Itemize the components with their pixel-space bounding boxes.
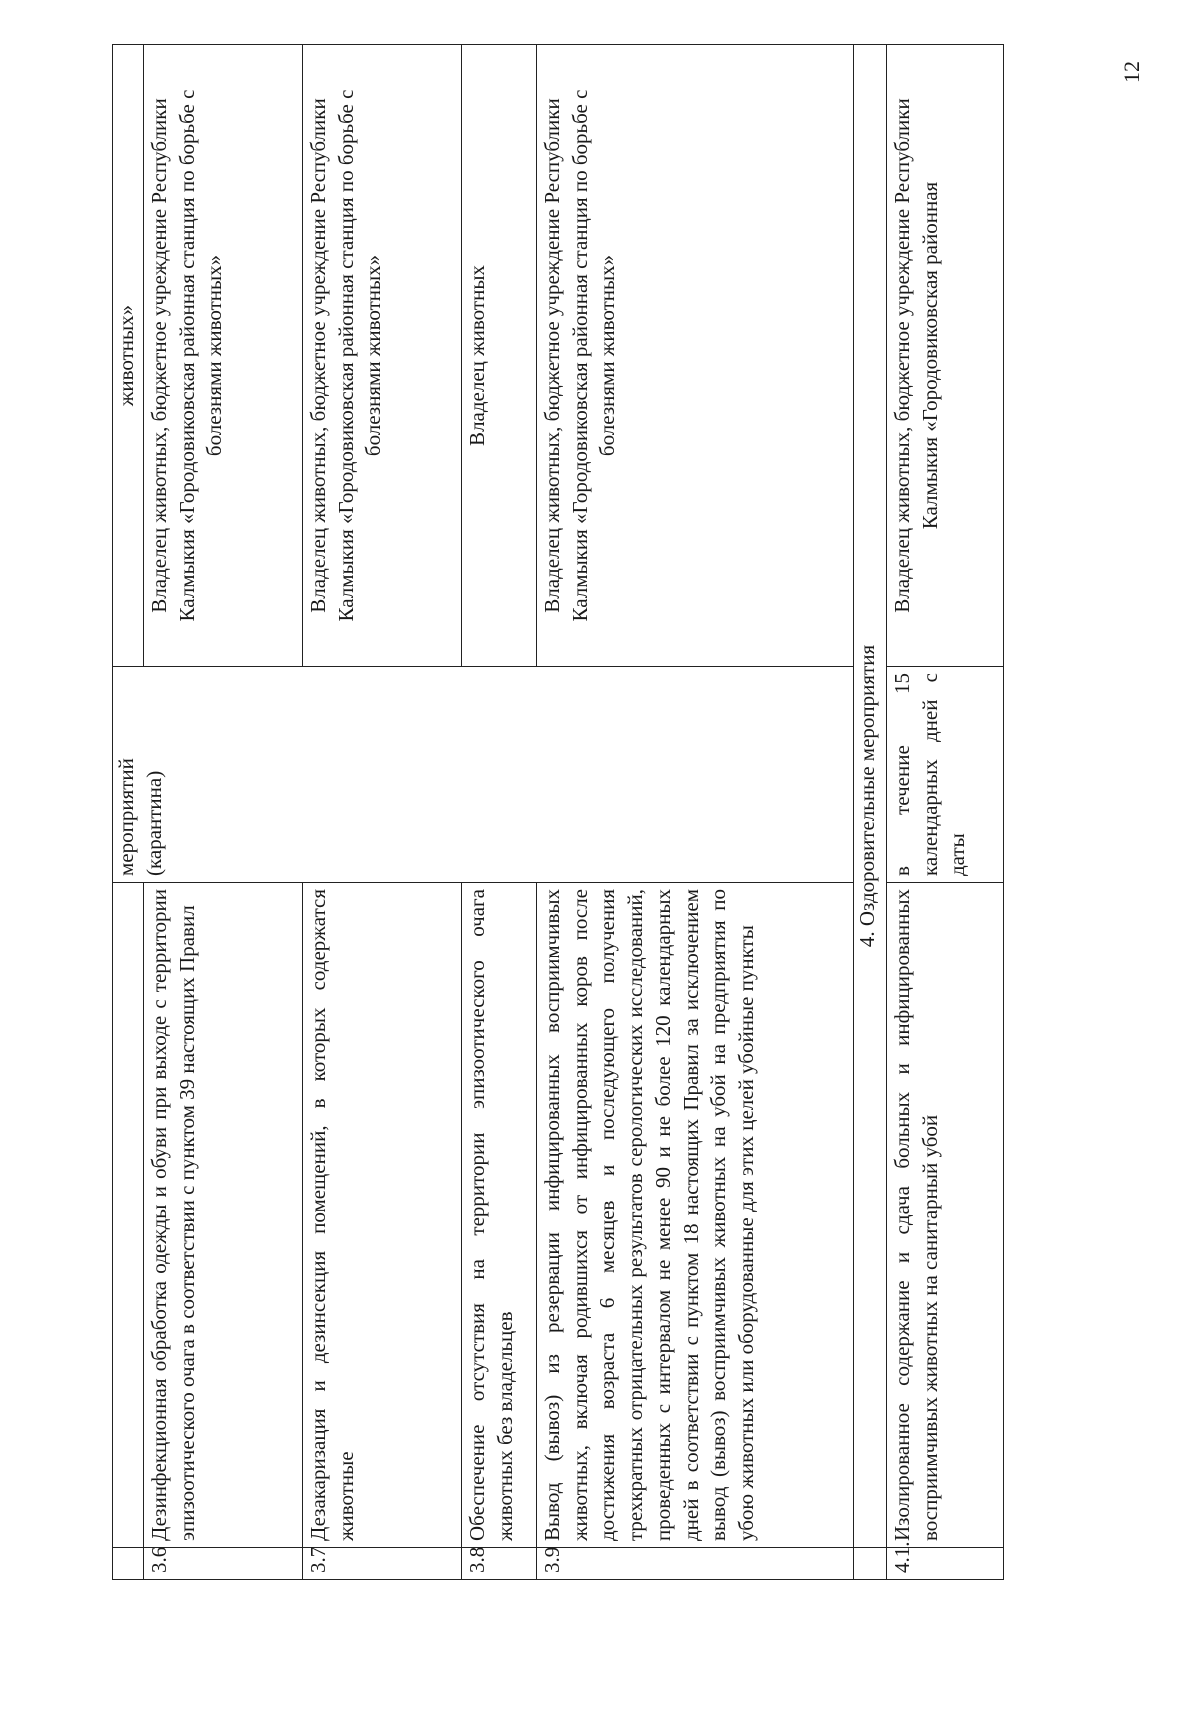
action-cell: Дезакаризация и дезинсекция помещений, в которых содержатся животные (303, 883, 462, 1548)
action-cell: Изолированное содержание и сдача больных и инфицированных восприимчивых животных на санитарный убой (887, 883, 1004, 1548)
row-number-cell: 3.7 (303, 1548, 462, 1580)
table-row (113, 45, 144, 1580)
responsible-cell: Владелец животных, бюджетное учреждение Республики Калмыкия «Городовиковская районная станция по борьбе с болезнями животных» (303, 45, 462, 667)
row-number-cell: 3.6 (144, 1548, 303, 1580)
table-row (887, 45, 1004, 1580)
row-number-cell: 4.1. (887, 1548, 1004, 1580)
responsible-cell: Владелец животных, бюджетное учреждение Республики Калмыкия «Городовиковская районная станция по борьбе с болезнями животных» (144, 45, 303, 667)
term-cell: мероприятий (карантина) (113, 667, 854, 883)
action-cell: Дезинфекционная обработка одежды и обуви при выходе с территории эпизоотического очага в соответствии с пунктом 39 настоящих Правил (144, 883, 303, 1548)
action-cell (113, 883, 144, 1548)
row-number-cell: 3.8 (462, 1548, 537, 1580)
term-cell: в течение 15 календарных дней с даты (887, 667, 1004, 883)
page-number: 12 (1119, 61, 1144, 83)
row-number-cell: 3.9 (537, 1548, 854, 1580)
responsible-cell: Владелец животных, бюджетное учреждение Республики Калмыкия «Городовиковская районная (887, 45, 1004, 667)
section-row (854, 45, 887, 1580)
action-cell: Обеспечение отсутствия на территории эпизоотического очага животных без владельцев (462, 883, 537, 1548)
action-cell: Вывод (вывоз) из резервации инфицированных восприимчивых животных, включая родившихся от инфицированных коров после достижения возраста 6 месяцев и последующего получения трехкратных отрицательных результатов серологических исследований, проведенных с интервалом не менее 90 и не более 120 календарных дней в соответствии с пунктом 18 настоящих Правил за исключением вывод (вывоз) восприимчивых животных на убой на предприятия по убою животных или оборудованные для этих целей убойные пункты (537, 883, 854, 1548)
section-title: 4. Оздоровительные мероприятия (854, 45, 887, 1548)
row-number-cell (854, 1548, 887, 1580)
rotated-table-container (112, 45, 1062, 1580)
measures-table (112, 44, 1004, 1580)
row-number-cell (113, 1548, 144, 1580)
responsible-cell: Владелец животных (462, 45, 537, 667)
responsible-cell: животных» (113, 45, 144, 667)
responsible-cell: Владелец животных, бюджетное учреждение Республики Калмыкия «Городовиковская районная станция по борьбе с болезнями животных» (537, 45, 854, 667)
